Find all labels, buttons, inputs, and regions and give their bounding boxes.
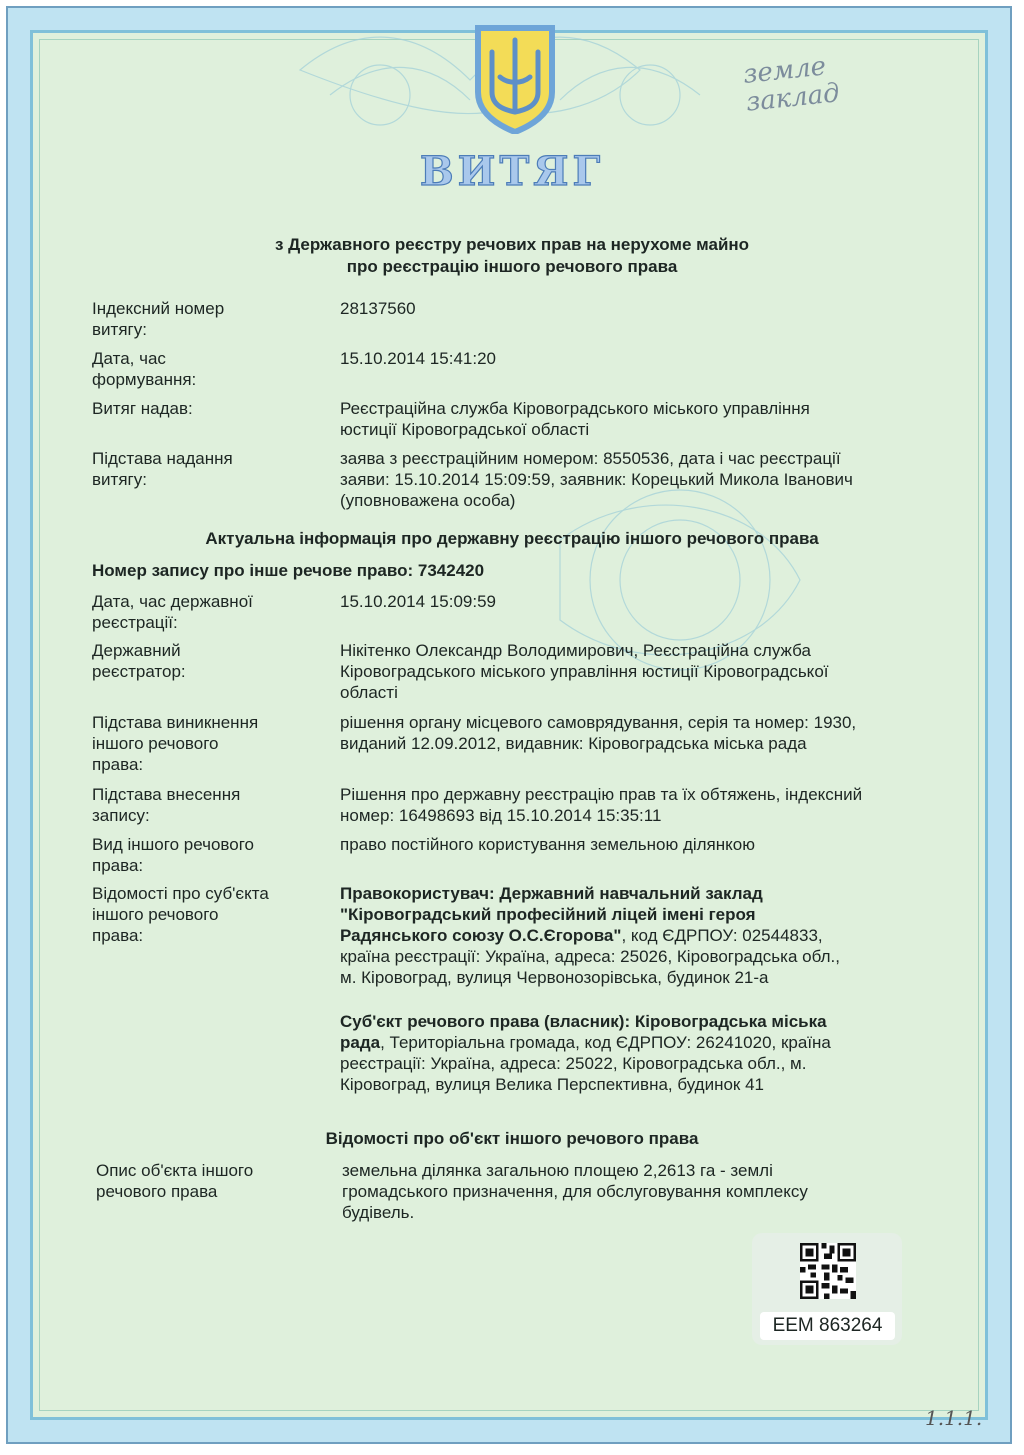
field-label-right-type [92,834,332,876]
field-value-registrar [340,640,940,703]
value-line: "Кіровоградський професійний ліцей імені героя [340,905,756,924]
label-line: Відомості про суб'єкта [92,884,269,903]
label-line: запису: [92,806,150,825]
value-line [340,1032,940,1053]
value-line: 15.10.2014 15:41:20 [340,349,496,368]
value-line: Правокористувач: Державний навчальний заклад [340,884,763,903]
handwritten-note-line2: заклад [744,78,842,118]
value-line: 15.10.2014 15:09:59 [340,592,496,611]
label-line: Індексний номер [92,299,225,318]
label-line: Підстава виникнення [92,713,259,732]
label-line: іншого речового [92,734,219,753]
field-label-extract-basis [92,448,332,490]
section-heading-object: Відомості про об'єкт іншого речового права [325,1129,699,1148]
field-value-generated-at [340,348,940,369]
field-label-issued-by [92,398,332,419]
label-line: Дата, час [92,349,166,368]
label-line: речового права [96,1182,218,1201]
label-line: Опис об'єкта іншого [96,1161,254,1180]
value-line: Нікітенко Олександр Володимирович, Реєстраційна служба [340,641,811,660]
bold-fragment: рада [340,1033,381,1052]
field-label-generated-at [92,348,332,390]
value-line: заява з реєстраційним номером: 8550536, дата і час реєстрації [340,449,841,468]
field-value-entry-basis [340,784,940,826]
record-number: Номер запису про інше речове право: 7342420 [92,561,485,580]
tryzub-coat-of-arms-icon [470,22,560,134]
field-value-extract-basis [340,448,940,511]
label-line: витягу: [92,320,147,339]
field-label-registrar [92,640,332,682]
subtitle-line2: про реєстрацію іншого речового права [346,257,678,276]
field-label-object-description [96,1160,326,1202]
page-mark: 1.1.1. [925,1406,983,1430]
value-line: будівель. [342,1203,415,1222]
label-line: права: [92,755,144,774]
field-value-right-basis [340,712,940,754]
field-label-entry-basis [92,784,332,826]
value-line: 28137560 [340,299,416,318]
value-line: рішення органу місцевого самоврядування, серія та номер: 1930, [340,713,857,732]
field-value-issued-by [340,398,940,440]
document-subtitle [0,234,1024,278]
field-value-object-description [342,1160,922,1223]
value-line: Кіровоградського міського управління юстиції Кіровоградської [340,662,829,681]
handwritten-note-line1: земле [741,51,828,90]
value-line: громадського призначення, для обслуговування комплексу [342,1182,808,1201]
label-line: Підстава надання [92,449,233,468]
document-title: ВИТЯГ [419,148,605,195]
field-label-registration-date [92,591,332,633]
value-line [340,925,940,946]
qr-code-icon [800,1243,856,1299]
value-line: заяви: 15.10.2014 15:09:59, заявник: Корецький Микола Іванович [340,470,853,489]
field-value-right-user [340,883,940,988]
text-fragment: , код ЄДРПОУ: 02544833, [621,926,823,945]
field-value-right-type [340,834,940,855]
field-label-right-basis [92,712,332,775]
bold-fragment: Радянського союзу О.С.Єгорова" [340,926,622,945]
field-label-extract-number [92,298,332,340]
field-label-subject-info [92,883,332,946]
value-line: області [340,683,398,702]
value-line: земельна ділянка загальною площею 2,2613 га - землі [342,1161,773,1180]
subtitle-line1: з Державного реєстру речових прав на нерухоме майно [274,235,750,254]
label-line: реєстратор: [92,662,186,681]
label-line: Підстава внесення [92,785,241,804]
label-line: витягу: [92,470,147,489]
value-line: Реєстраційна служба Кіровоградського міського управління [340,399,810,418]
label-line: права: [92,856,144,875]
serial-number: ЕЕМ 863264 [760,1312,895,1340]
label-line: Дата, час державної [92,592,253,611]
label-line: формування: [92,370,197,389]
value-line: Рішення про державну реєстрацію прав та їх обтяжень, індексний [340,785,863,804]
value-line: Кіровоград, вулиця Велика Перспективна, будинок 41 [340,1075,765,1094]
value-line: право постійного користування земельною ділянкою [340,835,755,854]
field-value-right-owner [340,1011,940,1095]
label-line: Вид іншого речового [92,835,254,854]
value-line: Суб'єкт речового права (власник): Кіровоградська міська [340,1012,827,1031]
section-heading-current: Актуальна інформація про державну реєстрацію іншого речового права [205,529,819,548]
text-fragment: , Територіальна громада, код ЄДРПОУ: 26241020, країна [380,1033,831,1052]
value-line: реєстрації: Україна, адреса: 25022, Кіровоградська обл., м. [340,1054,807,1073]
value-line: країна реєстрації: Україна, адреса: 25026, Кіровоградська обл., [340,947,840,966]
field-value-registration-date [340,591,940,612]
label-line: Державний [92,641,181,660]
value-line: виданий 12.09.2012, видавник: Кіровоградська міська рада [340,734,807,753]
label-line: Витяг надав: [92,399,193,418]
value-line: номер: 16498693 від 15.10.2014 15:35:11 [340,806,662,825]
value-line: (уповноважена особа) [340,491,516,510]
label-line: права: [92,926,144,945]
field-value-extract-number [340,298,940,319]
label-line: реєстрації: [92,613,178,632]
value-line: юстиції Кіровоградської області [340,420,590,439]
label-line: іншого речового [92,905,219,924]
value-line: м. Кіровоград, вулиця Червонозорівська, будинок 21-а [340,968,769,987]
